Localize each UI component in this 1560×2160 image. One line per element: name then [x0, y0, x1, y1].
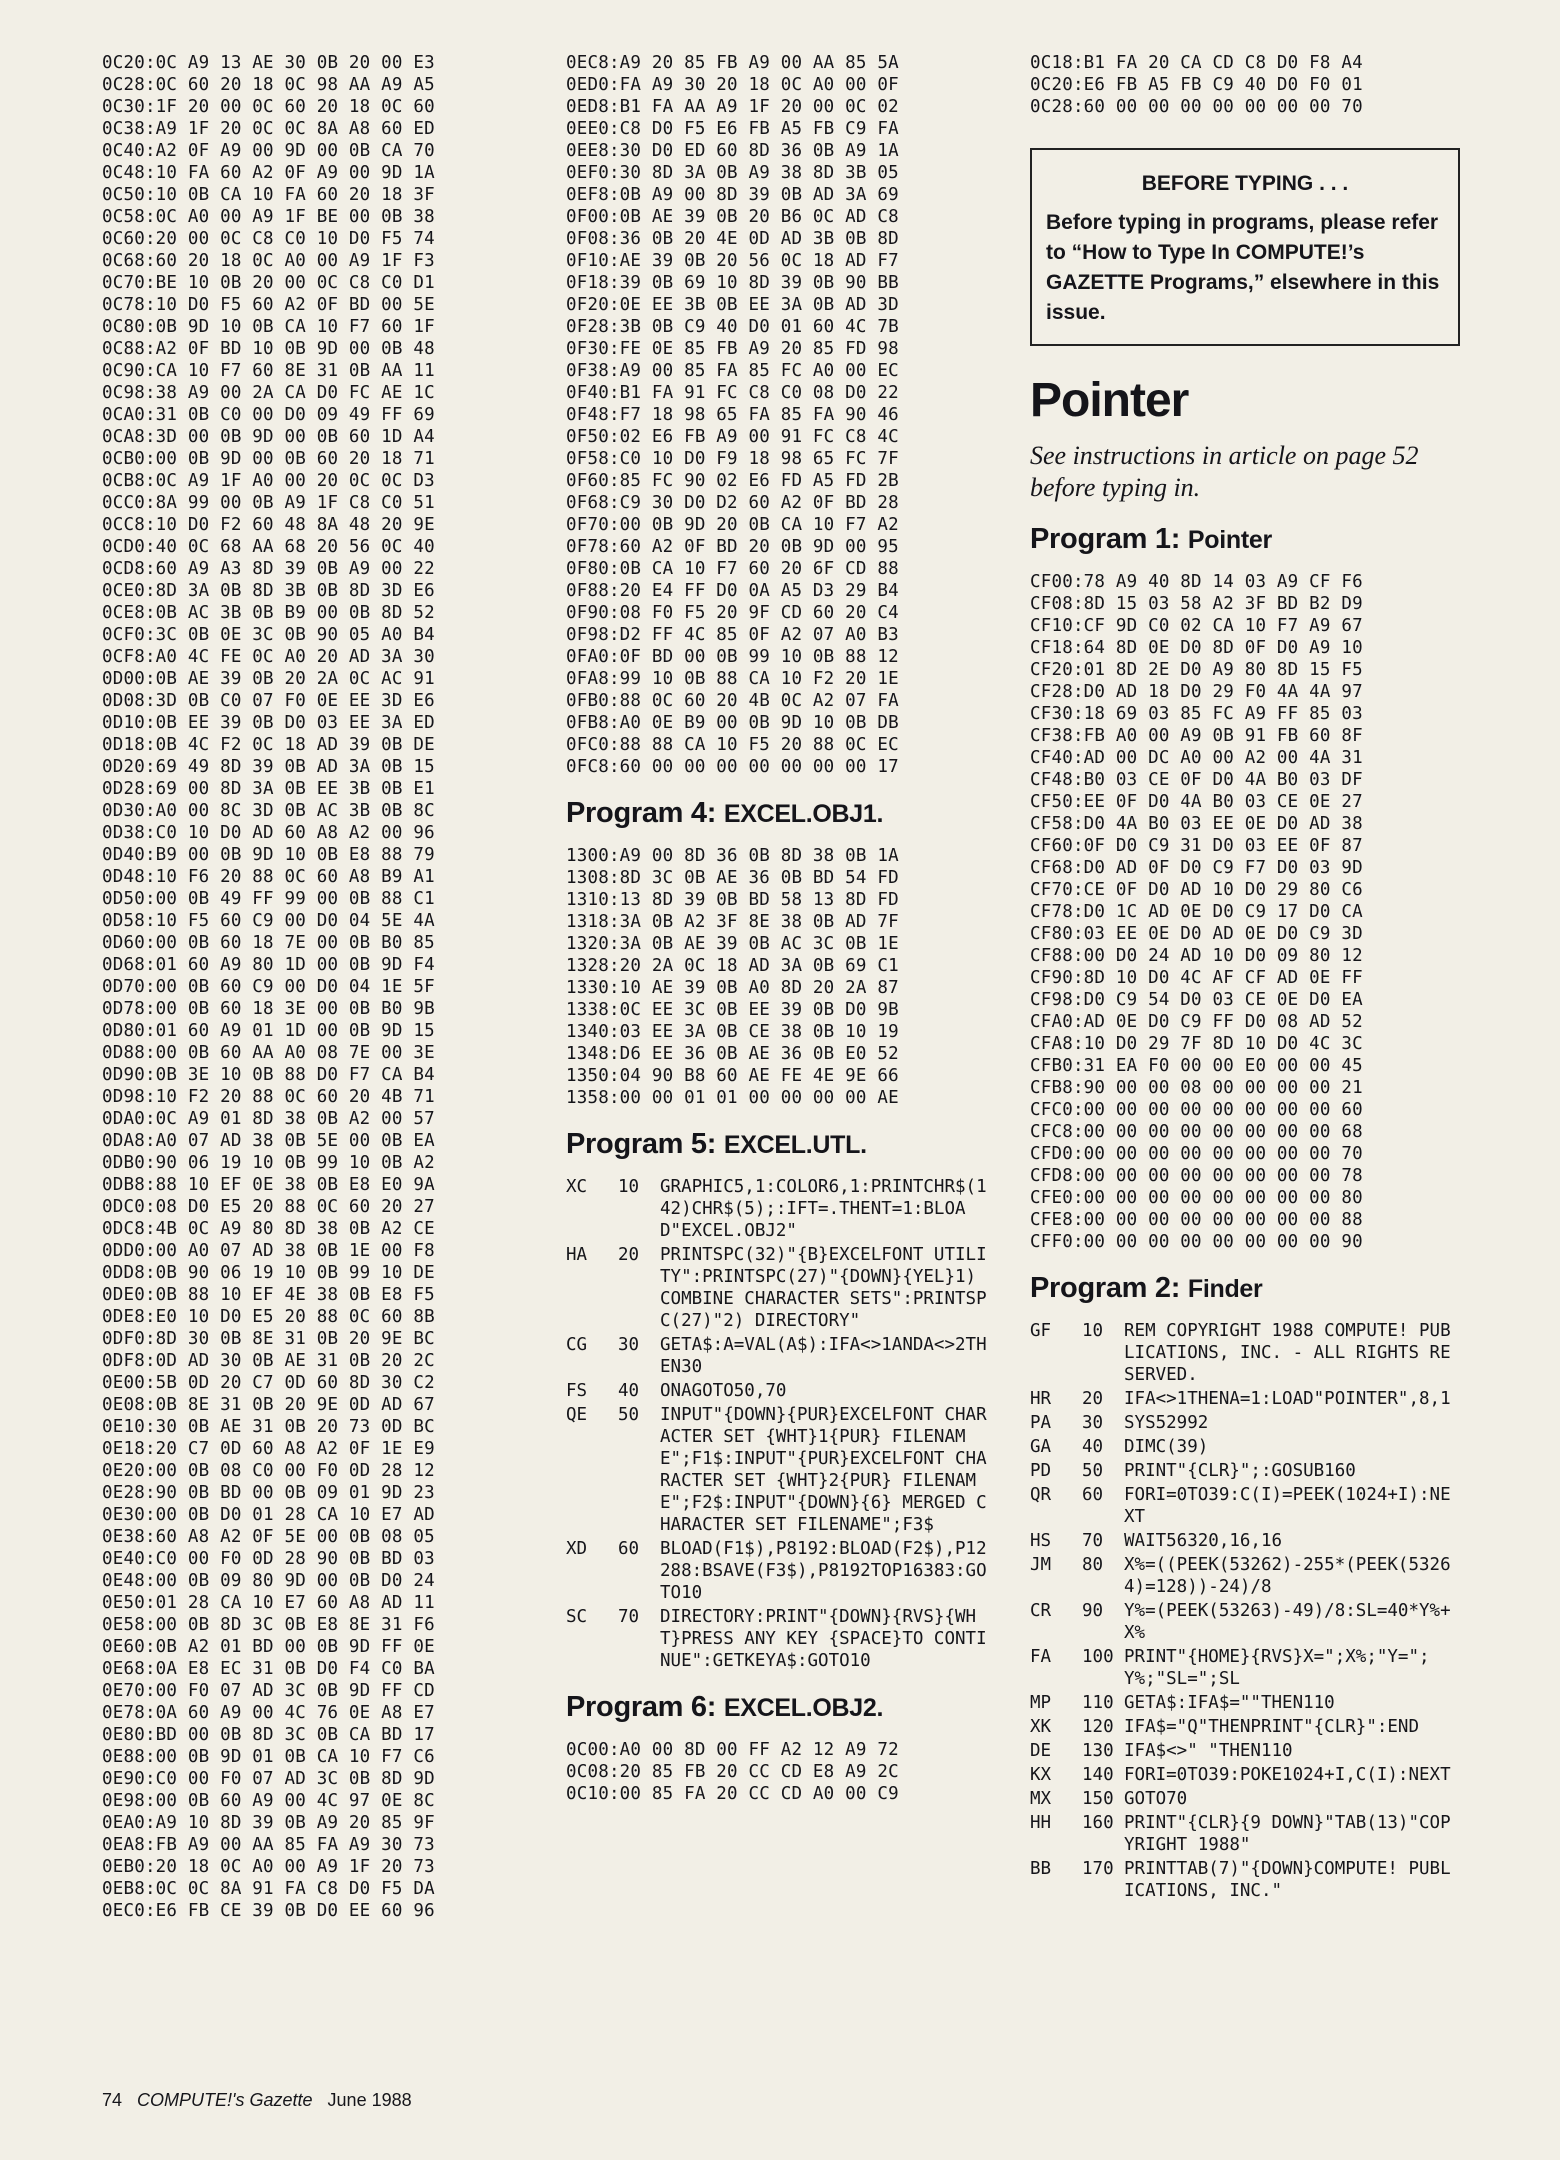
hex-line: CF60:0F D0 C9 31 D0 03 EE 0F 87	[1030, 836, 1363, 856]
hex-line: 0C30:1F 20 00 0C 60 20 18 0C 60	[102, 97, 435, 117]
checksum: HR	[1030, 1389, 1052, 1409]
hex-line: 0D60:00 0B 60 18 7E 00 0B B0 85	[102, 933, 435, 953]
hex-line: 0F50:02 E6 FB A9 00 91 FC C8 4C	[566, 427, 899, 447]
hex-line: 0C00:A0 00 8D 00 FF A2 12 A9 72	[566, 1740, 899, 1760]
hex-line: 1320:3A 0B AE 39 0B AC 3C 0B 1E	[566, 934, 899, 954]
hex-line: 0FA8:99 10 0B 88 CA 10 F2 20 1E	[566, 669, 899, 689]
hex-line: 0CB0:00 0B 9D 00 0B 60 20 18 71	[102, 449, 435, 469]
hex-line: 0F28:3B 0B C9 40 D0 01 60 4C 7B	[566, 317, 899, 337]
hex-line: 0DF0:8D 30 0B 8E 31 0B 20 9E BC	[102, 1329, 435, 1349]
hex-line: 0EB0:20 18 0C A0 00 A9 1F 20 73	[102, 1857, 435, 1877]
hex-listing	[1030, 571, 1460, 1253]
line-number: 70	[1082, 1531, 1104, 1551]
hex-line: CF30:18 69 03 85 FC A9 FF 85 03	[1030, 704, 1363, 724]
hex-line: 0C20:0C A9 13 AE 30 0B 20 00 E3	[102, 53, 435, 73]
hex-line: 1350:04 90 B8 60 AE FE 4E 9E 66	[566, 1066, 899, 1086]
hex-line: 0EC0:E6 FB CE 39 0B D0 EE 60 96	[102, 1901, 435, 1921]
hex-line: 0FC0:88 88 CA 10 F5 20 88 0C EC	[566, 735, 899, 755]
hex-line: 0F00:0B AE 39 0B 20 B6 0C AD C8	[566, 207, 899, 227]
program-heading	[1030, 522, 1460, 557]
hex-line: CF78:D0 1C AD 0E D0 C9 17 D0 CA	[1030, 902, 1363, 922]
hex-line: CFC8:00 00 00 00 00 00 00 00 68	[1030, 1122, 1363, 1142]
statement: PRINT"{CLR}{9 DOWN}"TAB(13)"COPYRIGHT 1988"	[1124, 1813, 1451, 1855]
hex-line: 0D80:01 60 A9 01 1D 00 0B 9D 15	[102, 1021, 435, 1041]
hex-line: 0E28:90 0B BD 00 0B 09 01 9D 23	[102, 1483, 435, 1503]
hex-line: 0D90:0B 3E 10 0B 88 D0 F7 CA B4	[102, 1065, 435, 1085]
line-number: 110	[1082, 1693, 1114, 1713]
hex-line: CF20:01 8D 2E D0 A9 80 8D 15 F5	[1030, 660, 1363, 680]
basic-line	[1030, 1460, 1460, 1482]
line-number: 70	[618, 1607, 640, 1627]
hex-line: 1330:10 AE 39 0B A0 8D 20 2A 87	[566, 978, 899, 998]
hex-line: 0FA0:0F BD 00 0B 99 10 0B 88 12	[566, 647, 899, 667]
hex-line: 0F18:39 0B 69 10 8D 39 0B 90 BB	[566, 273, 899, 293]
statement: GETA$:IFA$=""THEN110	[1124, 1693, 1335, 1713]
hex-line: 0EF8:0B A9 00 8D 39 0B AD 3A 69	[566, 185, 899, 205]
hex-line: 0CA0:31 0B C0 00 D0 09 49 FF 69	[102, 405, 435, 425]
statement: PRINT"{HOME}{RVS}X=";X%;"Y=";Y%;"SL=";SL	[1124, 1647, 1430, 1689]
hex-line: 1308:8D 3C 0B AE 36 0B BD 54 FD	[566, 868, 899, 888]
column-2	[566, 52, 996, 1805]
hex-line: 0FC8:60 00 00 00 00 00 00 00 17	[566, 757, 899, 777]
line-number: 10	[618, 1177, 640, 1197]
hex-line: 0EA8:FB A9 00 AA 85 FA A9 30 73	[102, 1835, 435, 1855]
hex-line: CFC0:00 00 00 00 00 00 00 00 60	[1030, 1100, 1363, 1120]
hex-line: 0D38:C0 10 D0 AD 60 A8 A2 00 96	[102, 823, 435, 843]
hex-line: 0ED8:B1 FA AA A9 1F 20 00 0C 02	[566, 97, 899, 117]
basic-line	[566, 1380, 996, 1402]
program-name: Finder	[1187, 1275, 1263, 1303]
hex-line: 0D78:00 0B 60 18 3E 00 0B B0 9B	[102, 999, 435, 1019]
hex-line: 0ED0:FA A9 30 20 18 0C A0 00 0F	[566, 75, 899, 95]
hex-line: 1310:13 8D 39 0B BD 58 13 8D FD	[566, 890, 899, 910]
statement: IFA<>1THENA=1:LOAD"POINTER",8,1	[1124, 1389, 1451, 1409]
statement: GRAPHIC5,1:COLOR6,1:PRINTCHR$(142)CHR$(5);:IFT=.THENT=1:BLOAD"EXCEL.OBJ2"	[660, 1177, 987, 1241]
statement: GOTO70	[1124, 1789, 1188, 1809]
hex-line: 1318:3A 0B A2 3F 8E 38 0B AD 7F	[566, 912, 899, 932]
hex-line: 0EE8:30 D0 ED 60 8D 36 0B A9 1A	[566, 141, 899, 161]
hex-line: 0CE8:0B AC 3B 0B B9 00 0B 8D 52	[102, 603, 435, 623]
line-number: 50	[618, 1405, 640, 1425]
basic-line	[1030, 1788, 1460, 1810]
line-number: 50	[1082, 1461, 1104, 1481]
statement: PRINT"{CLR}";:GOSUB160	[1124, 1461, 1356, 1481]
basic-line	[1030, 1692, 1460, 1714]
hex-line: 1338:0C EE 3C 0B EE 39 0B D0 9B	[566, 1000, 899, 1020]
program-name: Pointer	[1187, 526, 1272, 554]
hex-line: 0CA8:3D 00 0B 9D 00 0B 60 1D A4	[102, 427, 435, 447]
statement: IFA$="Q"THENPRINT"{CLR}":END	[1124, 1717, 1420, 1737]
hex-line: 0F68:C9 30 D0 D2 60 A2 0F BD 28	[566, 493, 899, 513]
statement: ONAGOTO50,70	[660, 1381, 787, 1401]
hex-line: 0C90:CA 10 F7 60 8E 31 0B AA 11	[102, 361, 435, 381]
hex-line: 0F38:A9 00 85 FA 85 FC A0 00 EC	[566, 361, 899, 381]
hex-line: CFD8:00 00 00 00 00 00 00 00 78	[1030, 1166, 1363, 1186]
basic-line	[566, 1334, 996, 1378]
hex-line: 0DA0:0C A9 01 8D 38 0B A2 00 57	[102, 1109, 435, 1129]
program-label: Program 5:	[566, 1128, 717, 1160]
hex-line: 0E58:00 0B 8D 3C 0B E8 8E 31 F6	[102, 1615, 435, 1635]
line-number: 60	[618, 1539, 640, 1559]
hex-line: CF48:B0 03 CE 0F D0 4A B0 03 DF	[1030, 770, 1363, 790]
program-label: Program 1:	[1030, 523, 1181, 555]
hex-line: 0D30:A0 00 8C 3D 0B AC 3B 0B 8C	[102, 801, 435, 821]
basic-line	[1030, 1858, 1460, 1902]
hex-line: CFB8:90 00 00 08 00 00 00 00 21	[1030, 1078, 1363, 1098]
hex-line: 0C88:A2 0F BD 10 0B 9D 00 0B 48	[102, 339, 435, 359]
article-intro: See instructions in article on page 52 before typing in.	[1030, 441, 1419, 502]
hex-line: 0C50:10 0B CA 10 FA 60 20 18 3F	[102, 185, 435, 205]
checksum: XD	[566, 1539, 588, 1559]
basic-line	[566, 1244, 996, 1332]
hex-line: 1300:A9 00 8D 36 0B 8D 38 0B 1A	[566, 846, 899, 866]
hex-line: 0CC8:10 D0 F2 60 48 8A 48 20 9E	[102, 515, 435, 535]
statement: FORI=0TO39:C(I)=PEEK(1024+I):NEXT	[1124, 1485, 1451, 1527]
hex-line: 0CF8:A0 4C FE 0C A0 20 AD 3A 30	[102, 647, 435, 667]
checksum: DE	[1030, 1741, 1052, 1761]
hex-line: CFA8:10 D0 29 7F 8D 10 D0 4C 3C	[1030, 1034, 1363, 1054]
hex-line: CFD0:00 00 00 00 00 00 00 00 70	[1030, 1144, 1363, 1164]
program-heading	[566, 1127, 996, 1162]
basic-line	[1030, 1484, 1460, 1528]
program-name: EXCEL.OBJ2.	[723, 1694, 884, 1722]
checksum: MX	[1030, 1789, 1052, 1809]
hex-line: 0E18:20 C7 0D 60 A8 A2 0F 1E E9	[102, 1439, 435, 1459]
statement: GETA$:A=VAL(A$):IFA<>1ANDA<>2THEN30	[660, 1335, 987, 1377]
hex-line: CF98:D0 C9 54 D0 03 CE 0E D0 EA	[1030, 990, 1363, 1010]
hex-line: 0C20:E6 FB A5 FB C9 40 D0 F0 01	[1030, 75, 1363, 95]
basic-line	[1030, 1812, 1460, 1856]
hex-line: 0C28:0C 60 20 18 0C 98 AA A9 A5	[102, 75, 435, 95]
hex-line: 0F20:0E EE 3B 0B EE 3A 0B AD 3D	[566, 295, 899, 315]
hex-line: 0F78:60 A2 0F BD 20 0B 9D 00 95	[566, 537, 899, 557]
hex-line: 0EB8:0C 0C 8A 91 FA C8 D0 F5 DA	[102, 1879, 435, 1899]
checksum: QR	[1030, 1485, 1052, 1505]
hex-line: 0DE0:0B 88 10 EF 4E 38 0B E8 F5	[102, 1285, 435, 1305]
basic-line	[1030, 1600, 1460, 1644]
hex-line: CFE8:00 00 00 00 00 00 00 00 88	[1030, 1210, 1363, 1230]
line-number: 120	[1082, 1717, 1114, 1737]
hex-line: 0D58:10 F5 60 C9 00 D0 04 5E 4A	[102, 911, 435, 931]
program-label: Program 6:	[566, 1691, 717, 1723]
hex-line: 0FB8:A0 0E B9 00 0B 9D 10 0B DB	[566, 713, 899, 733]
checksum: GA	[1030, 1437, 1052, 1457]
line-number: 90	[1082, 1601, 1104, 1621]
hex-line: 1348:D6 EE 36 0B AE 36 0B E0 52	[566, 1044, 899, 1064]
hex-line: 0DB8:88 10 EF 0E 38 0B E8 E0 9A	[102, 1175, 435, 1195]
checksum: HA	[566, 1245, 588, 1265]
hex-line: 0F80:0B CA 10 F7 60 20 6F CD 88	[566, 559, 899, 579]
hex-line: 0DD0:00 A0 07 AD 38 0B 1E 00 F8	[102, 1241, 435, 1261]
line-number: 80	[1082, 1555, 1104, 1575]
hex-line: 0C28:60 00 00 00 00 00 00 00 70	[1030, 97, 1363, 117]
hex-line: 0E30:00 0B D0 01 28 CA 10 E7 AD	[102, 1505, 435, 1525]
hex-line: 0D50:00 0B 49 FF 99 00 0B 88 C1	[102, 889, 435, 909]
hex-line: 0F90:08 F0 F5 20 9F CD 60 20 C4	[566, 603, 899, 623]
hex-line: CF50:EE 0F D0 4A B0 03 CE 0E 27	[1030, 792, 1363, 812]
basic-listing	[566, 1176, 996, 1672]
checksum: PA	[1030, 1413, 1052, 1433]
hex-line: 0C80:0B 9D 10 0B CA 10 F7 60 1F	[102, 317, 435, 337]
hex-line: 0E70:00 F0 07 AD 3C 0B 9D FF CD	[102, 1681, 435, 1701]
hex-line: 0DB0:90 06 19 10 0B 99 10 0B A2	[102, 1153, 435, 1173]
hex-line: 0DC8:4B 0C A9 80 8D 38 0B A2 CE	[102, 1219, 435, 1239]
publication-name: COMPUTE!'s Gazette	[137, 2090, 313, 2110]
hex-line: 0D20:69 49 8D 39 0B AD 3A 0B 15	[102, 757, 435, 777]
hex-line: 0F88:20 E4 FF D0 0A A5 D3 29 B4	[566, 581, 899, 601]
basic-line	[566, 1606, 996, 1672]
hex-line: 0D98:10 F2 20 88 0C 60 20 4B 71	[102, 1087, 435, 1107]
hex-line: 0C08:20 85 FB 20 CC CD E8 A9 2C	[566, 1762, 899, 1782]
notice-title: BEFORE TYPING . . .	[1141, 172, 1349, 195]
checksum: PD	[1030, 1461, 1052, 1481]
hex-line: 0D68:01 60 A9 80 1D 00 0B 9D F4	[102, 955, 435, 975]
checksum: XC	[566, 1177, 588, 1197]
checksum: JM	[1030, 1555, 1052, 1575]
column-1	[102, 52, 572, 1922]
program-name: EXCEL.UTL.	[723, 1131, 867, 1159]
checksum: BB	[1030, 1859, 1052, 1879]
hex-line: 0E78:0A 60 A9 00 4C 76 0E A8 E7	[102, 1703, 435, 1723]
hex-line: 0E98:00 0B 60 A9 00 4C 97 0E 8C	[102, 1791, 435, 1811]
hex-line: 1358:00 00 01 01 00 00 00 00 AE	[566, 1088, 899, 1108]
checksum: CG	[566, 1335, 588, 1355]
hex-line: 0CD8:60 A9 A3 8D 39 0B A9 00 22	[102, 559, 435, 579]
hex-line: 0E38:60 A8 A2 0F 5E 00 0B 08 05	[102, 1527, 435, 1547]
basic-line	[566, 1538, 996, 1604]
hex-line: 0F70:00 0B 9D 20 0B CA 10 F7 A2	[566, 515, 899, 535]
hex-listing	[566, 52, 996, 778]
checksum: FA	[1030, 1647, 1052, 1667]
issue-date: June 1988	[327, 2090, 412, 2110]
hex-line: 0E00:5B 0D 20 C7 0D 60 8D 30 C2	[102, 1373, 435, 1393]
hex-line: CF58:D0 4A B0 03 EE 0E D0 AD 38	[1030, 814, 1363, 834]
checksum: HH	[1030, 1813, 1052, 1833]
basic-line	[1030, 1716, 1460, 1738]
hex-line: CF40:AD 00 DC A0 00 A2 00 4A 31	[1030, 748, 1363, 768]
basic-listing	[1030, 1320, 1460, 1902]
line-number: 10	[1082, 1321, 1104, 1341]
hex-line: CF38:FB A0 00 A9 0B 91 FB 60 8F	[1030, 726, 1363, 746]
hex-line: 0DE8:E0 10 D0 E5 20 88 0C 60 8B	[102, 1307, 435, 1327]
hex-line: 0E80:BD 00 0B 8D 3C 0B CA BD 17	[102, 1725, 435, 1745]
hex-line: CFE0:00 00 00 00 00 00 00 00 80	[1030, 1188, 1363, 1208]
hex-line: 0DF8:0D AD 30 0B AE 31 0B 20 2C	[102, 1351, 435, 1371]
hex-line: CF10:CF 9D C0 02 CA 10 F7 A9 67	[1030, 616, 1363, 636]
checksum: GF	[1030, 1321, 1052, 1341]
checksum: CR	[1030, 1601, 1052, 1621]
line-number: 40	[618, 1381, 640, 1401]
article-title: Pointer	[1030, 374, 1189, 427]
notice-body: Before typing in programs, please refer to “How to Type In COMPUTE!’s GAZETTE Programs,” elsewhere in this issue.	[1046, 211, 1440, 324]
hex-line: 0C10:00 85 FA 20 CC CD A0 00 C9	[566, 1784, 899, 1804]
hex-line: 0D08:3D 0B C0 07 F0 0E EE 3D E6	[102, 691, 435, 711]
hex-line: 0C18:B1 FA 20 CA CD C8 D0 F8 A4	[1030, 53, 1363, 73]
hex-line: 0CE0:8D 3A 0B 8D 3B 0B 8D 3D E6	[102, 581, 435, 601]
statement: FORI=0TO39:POKE1024+I,C(I):NEXT	[1124, 1765, 1451, 1785]
hex-line: 0C48:10 FA 60 A2 0F A9 00 9D 1A	[102, 163, 435, 183]
basic-line	[566, 1176, 996, 1242]
hex-line: 0FB0:88 0C 60 20 4B 0C A2 07 FA	[566, 691, 899, 711]
hex-line: 0D10:0B EE 39 0B D0 03 EE 3A ED	[102, 713, 435, 733]
hex-line: 0EA0:A9 10 8D 39 0B A9 20 85 9F	[102, 1813, 435, 1833]
column-3	[1030, 52, 1460, 1904]
hex-line: 0DD8:0B 90 06 19 10 0B 99 10 DE	[102, 1263, 435, 1283]
basic-line	[1030, 1554, 1460, 1598]
hex-line: 0C70:BE 10 0B 20 00 0C C8 C0 D1	[102, 273, 435, 293]
hex-line: 0C58:0C A0 00 A9 1F BE 00 0B 38	[102, 207, 435, 227]
hex-line: 0E10:30 0B AE 31 0B 20 73 0D BC	[102, 1417, 435, 1437]
hex-line: 0E08:0B 8E 31 0B 20 9E 0D AD 67	[102, 1395, 435, 1415]
hex-line: 0D88:00 0B 60 AA A0 08 7E 00 3E	[102, 1043, 435, 1063]
hex-line: CFB0:31 EA F0 00 00 E0 00 00 45	[1030, 1056, 1363, 1076]
program-heading	[566, 796, 996, 831]
hex-line: 0F98:D2 FF 4C 85 0F A2 07 A0 B3	[566, 625, 899, 645]
statement: X%=((PEEK(53262)-255*(PEEK(53264)=128))-24)/8	[1124, 1555, 1451, 1597]
basic-line	[1030, 1646, 1460, 1690]
basic-line	[1030, 1412, 1460, 1434]
checksum: HS	[1030, 1531, 1052, 1551]
hex-listing	[566, 1739, 996, 1805]
statement: INPUT"{DOWN}{PUR}EXCELFONT CHARACTER SET {WHT}1{PUR} FILENAME";F1$:INPUT"{PUR}EXCELFONT CHARACTER SET {WHT}2{PUR} FILENAME";F2$:INPUT"{DOWN}{6} MERGED CHARACTER SET FILENAME";F3$	[660, 1405, 987, 1535]
hex-line: 0C78:10 D0 F5 60 A2 0F BD 00 5E	[102, 295, 435, 315]
hex-listing	[1030, 52, 1460, 118]
hex-line: 0F60:85 FC 90 02 E6 FD A5 FD 2B	[566, 471, 899, 491]
hex-line: 0D40:B9 00 0B 9D 10 0B E8 88 79	[102, 845, 435, 865]
basic-line	[1030, 1764, 1460, 1786]
statement: DIMC(39)	[1124, 1437, 1209, 1457]
line-number: 30	[1082, 1413, 1104, 1433]
statement: SYS52992	[1124, 1413, 1209, 1433]
hex-line: 0D48:10 F6 20 88 0C 60 A8 B9 A1	[102, 867, 435, 887]
line-number: 150	[1082, 1789, 1114, 1809]
hex-line: 0C38:A9 1F 20 0C 0C 8A A8 60 ED	[102, 119, 435, 139]
basic-line	[1030, 1740, 1460, 1762]
hex-line: 1340:03 EE 3A 0B CE 38 0B 10 19	[566, 1022, 899, 1042]
hex-line: 0CB8:0C A9 1F A0 00 20 0C 0C D3	[102, 471, 435, 491]
hex-line: CF28:D0 AD 18 D0 29 F0 4A 4A 97	[1030, 682, 1363, 702]
hex-line: CF00:78 A9 40 8D 14 03 A9 CF F6	[1030, 572, 1363, 592]
hex-line: CF90:8D 10 D0 4C AF CF AD 0E FF	[1030, 968, 1363, 988]
line-number: 170	[1082, 1859, 1114, 1879]
basic-line	[566, 1404, 996, 1536]
hex-line: CF18:64 8D 0E D0 8D 0F D0 A9 10	[1030, 638, 1363, 658]
basic-line	[1030, 1436, 1460, 1458]
hex-line: 0C60:20 00 0C C8 C0 10 D0 F5 74	[102, 229, 435, 249]
hex-line: 0F48:F7 18 98 65 FA 85 FA 90 46	[566, 405, 899, 425]
hex-line: 0F10:AE 39 0B 20 56 0C 18 AD F7	[566, 251, 899, 271]
line-number: 20	[618, 1245, 640, 1265]
hex-line: 0D70:00 0B 60 C9 00 D0 04 1E 5F	[102, 977, 435, 997]
statement: REM COPYRIGHT 1988 COMPUTE! PUBLICATIONS, INC. - ALL RIGHTS RESERVED.	[1124, 1321, 1451, 1385]
hex-line: 0E88:00 0B 9D 01 0B CA 10 F7 C6	[102, 1747, 435, 1767]
page-footer	[102, 2090, 412, 2111]
hex-line: 0F40:B1 FA 91 FC C8 C0 08 D0 22	[566, 383, 899, 403]
hex-line: 0E90:C0 00 F0 07 AD 3C 0B 8D 9D	[102, 1769, 435, 1789]
hex-line: 0D00:0B AE 39 0B 20 2A 0C AC 91	[102, 669, 435, 689]
checksum: QE	[566, 1405, 588, 1425]
hex-line: 0DC0:08 D0 E5 20 88 0C 60 20 27	[102, 1197, 435, 1217]
hex-line: 0CF0:3C 0B 0E 3C 0B 90 05 A0 B4	[102, 625, 435, 645]
hex-line: 0F58:C0 10 D0 F9 18 98 65 FC 7F	[566, 449, 899, 469]
hex-line: 0E60:0B A2 01 BD 00 0B 9D FF 0E	[102, 1637, 435, 1657]
hex-listing	[566, 845, 996, 1109]
hex-line: CF08:8D 15 03 58 A2 3F BD B2 D9	[1030, 594, 1363, 614]
statement: PRINTTAB(7)"{DOWN}COMPUTE! PUBLICATIONS, INC."	[1124, 1859, 1451, 1901]
hex-line: CFF0:00 00 00 00 00 00 00 00 90	[1030, 1232, 1363, 1252]
hex-line: CFA0:AD 0E D0 C9 FF D0 08 AD 52	[1030, 1012, 1363, 1032]
hex-line: 0EC8:A9 20 85 FB A9 00 AA 85 5A	[566, 53, 899, 73]
page-number: 74	[102, 2090, 123, 2110]
hex-line: 1328:20 2A 0C 18 AD 3A 0B 69 C1	[566, 956, 899, 976]
checksum: SC	[566, 1607, 588, 1627]
hex-line: 0E68:0A E8 EC 31 0B D0 F4 C0 BA	[102, 1659, 435, 1679]
hex-line: 0E40:C0 00 F0 0D 28 90 0B BD 03	[102, 1549, 435, 1569]
program-label: Program 2:	[1030, 1272, 1181, 1304]
line-number: 40	[1082, 1437, 1104, 1457]
line-number: 160	[1082, 1813, 1114, 1833]
checksum: FS	[566, 1381, 588, 1401]
hex-line: 0DA8:A0 07 AD 38 0B 5E 00 0B EA	[102, 1131, 435, 1151]
hex-line: 0C40:A2 0F A9 00 9D 00 0B CA 70	[102, 141, 435, 161]
hex-line: 0D18:0B 4C F2 0C 18 AD 39 0B DE	[102, 735, 435, 755]
line-number: 100	[1082, 1647, 1114, 1667]
hex-line: 0F08:36 0B 20 4E 0D AD 3B 0B 8D	[566, 229, 899, 249]
statement: BLOAD(F1$),P8192:BLOAD(F2$),P12288:BSAVE(F3$),P8192TOP16383:GOTO10	[660, 1539, 987, 1603]
hex-listing	[102, 52, 572, 1922]
line-number: 30	[618, 1335, 640, 1355]
hex-line: 0D28:69 00 8D 3A 0B EE 3B 0B E1	[102, 779, 435, 799]
checksum: MP	[1030, 1693, 1052, 1713]
hex-line: CF80:03 EE 0E D0 AD 0E D0 C9 3D	[1030, 924, 1363, 944]
line-number: 20	[1082, 1389, 1104, 1409]
program-name: EXCEL.OBJ1.	[723, 800, 884, 828]
hex-line: 0E50:01 28 CA 10 E7 60 A8 AD 11	[102, 1593, 435, 1613]
checksum: KX	[1030, 1765, 1052, 1785]
hex-line: 0EE0:C8 D0 F5 E6 FB A5 FB C9 FA	[566, 119, 899, 139]
hex-line: 0C98:38 A9 00 2A CA D0 FC AE 1C	[102, 383, 435, 403]
hex-line: 0EF0:30 8D 3A 0B A9 38 8D 3B 05	[566, 163, 899, 183]
basic-line	[1030, 1320, 1460, 1386]
hex-line: 0CD0:40 0C 68 AA 68 20 56 0C 40	[102, 537, 435, 557]
hex-line: CF68:D0 AD 0F D0 C9 F7 D0 03 9D	[1030, 858, 1363, 878]
before-typing-notice	[1030, 148, 1460, 346]
statement: PRINTSPC(32)"{B}EXCELFONT UTILITY":PRINTSPC(27)"{DOWN}{YEL}1) COMBINE CHARACTER SETS":PRINTSPC(27)"2) DIRECTORY"	[660, 1245, 987, 1331]
hex-line: CF70:CE 0F D0 AD 10 D0 29 80 C6	[1030, 880, 1363, 900]
hex-line: 0CC0:8A 99 00 0B A9 1F C8 C0 51	[102, 493, 435, 513]
statement: WAIT56320,16,16	[1124, 1531, 1283, 1551]
hex-line: 0E48:00 0B 09 80 9D 00 0B D0 24	[102, 1571, 435, 1591]
hex-line: CF88:00 D0 24 AD 10 D0 09 80 12	[1030, 946, 1363, 966]
program-heading	[566, 1690, 996, 1725]
program-label: Program 4:	[566, 797, 717, 829]
line-number: 130	[1082, 1741, 1114, 1761]
basic-line	[1030, 1530, 1460, 1552]
line-number: 140	[1082, 1765, 1114, 1785]
basic-line	[1030, 1388, 1460, 1410]
hex-line: 0E20:00 0B 08 C0 00 F0 0D 28 12	[102, 1461, 435, 1481]
program-heading	[1030, 1271, 1460, 1306]
checksum: XK	[1030, 1717, 1052, 1737]
statement: DIRECTORY:PRINT"{DOWN}{RVS}{WHT}PRESS ANY KEY {SPACE}TO CONTINUE":GETKEYA$:GOTO10	[660, 1607, 987, 1671]
line-number: 60	[1082, 1485, 1104, 1505]
statement: IFA$<>" "THEN110	[1124, 1741, 1293, 1761]
statement: Y%=(PEEK(53263)-49)/8:SL=40*Y%+X%	[1124, 1601, 1451, 1643]
hex-line: 0C68:60 20 18 0C A0 00 A9 1F F3	[102, 251, 435, 271]
hex-line: 0F30:FE 0E 85 FB A9 20 85 FD 98	[566, 339, 899, 359]
